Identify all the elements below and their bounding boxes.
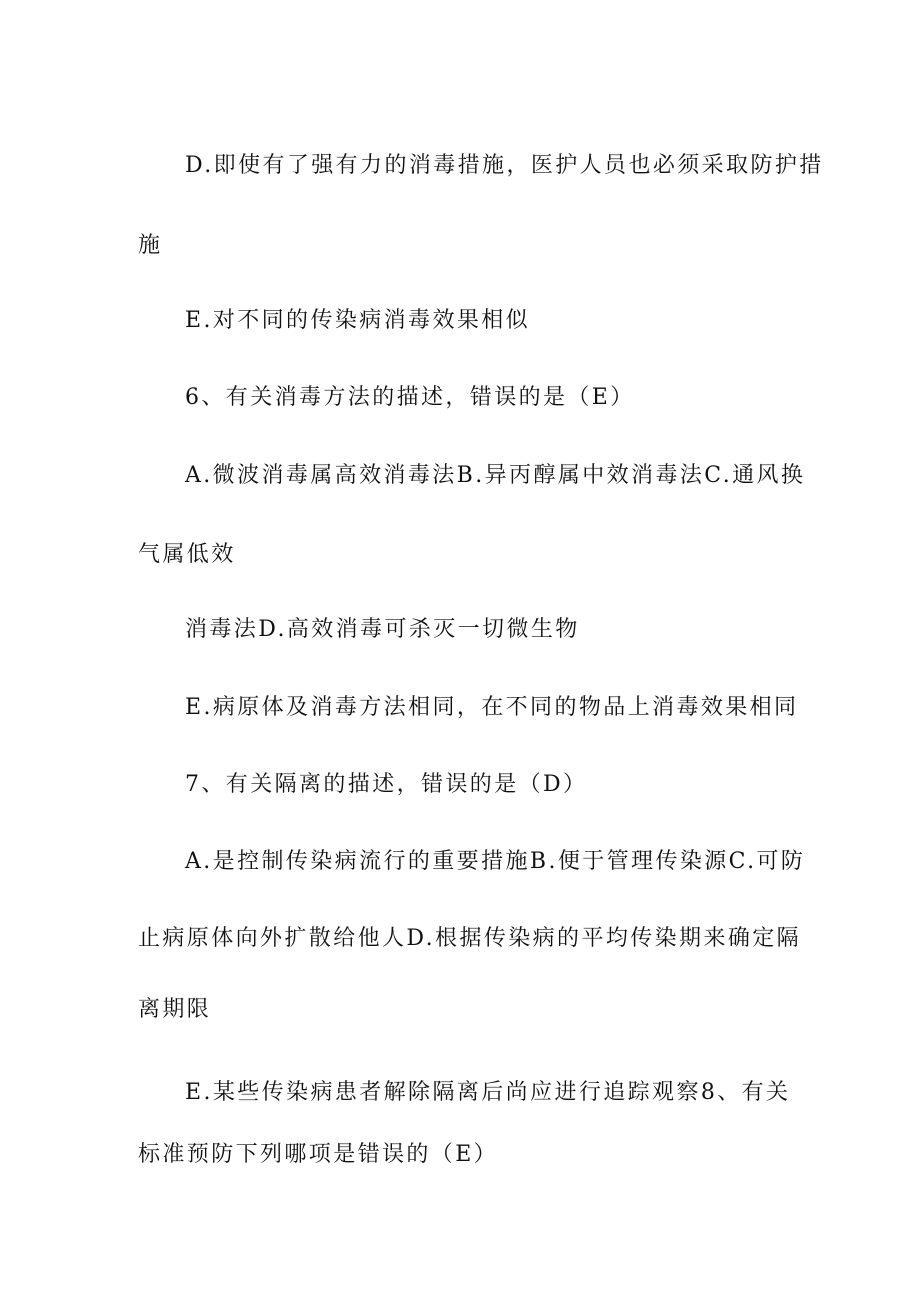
question-7-options: A.是控制传染病流行的重要措施B.便于管理传染源C.可防 — [185, 849, 806, 874]
question-6-options-cont: 气属低效 — [138, 542, 236, 567]
question-7-options-cont: 止病原体向外扩散给他人D.根据传染病的平均传染期来确定隔 — [138, 926, 802, 951]
text-line-d-option: D.即使有了强有力的消毒措施，医护人员也必须采取防护措 — [185, 153, 824, 178]
text-line-d-option-cont: 施 — [138, 233, 163, 258]
question-7-option-e: E.某些传染病患者解除隔离后尚应进行追踪观察8、有关 — [185, 1080, 791, 1105]
question-6-options-cont-2: 消毒法D.高效消毒可杀灭一切微生物 — [185, 617, 580, 642]
question-6-options: A.微波消毒属高效消毒法B.异丙醇属中效消毒法C.通风换 — [185, 463, 806, 488]
question-8: 标准预防下列哪项是错误的（E） — [138, 1142, 499, 1167]
text-line-e-option: E.对不同的传染病消毒效果相似 — [185, 308, 531, 333]
question-7: 7、有关隔离的描述，错误的是（D） — [185, 772, 588, 797]
question-7-options-cont-2: 离期限 — [138, 997, 212, 1022]
question-6-option-e: E.病原体及消毒方法相同，在不同的物品上消毒效果相同 — [185, 695, 799, 720]
question-6: 6、有关消毒方法的描述，错误的是（E） — [185, 385, 635, 410]
